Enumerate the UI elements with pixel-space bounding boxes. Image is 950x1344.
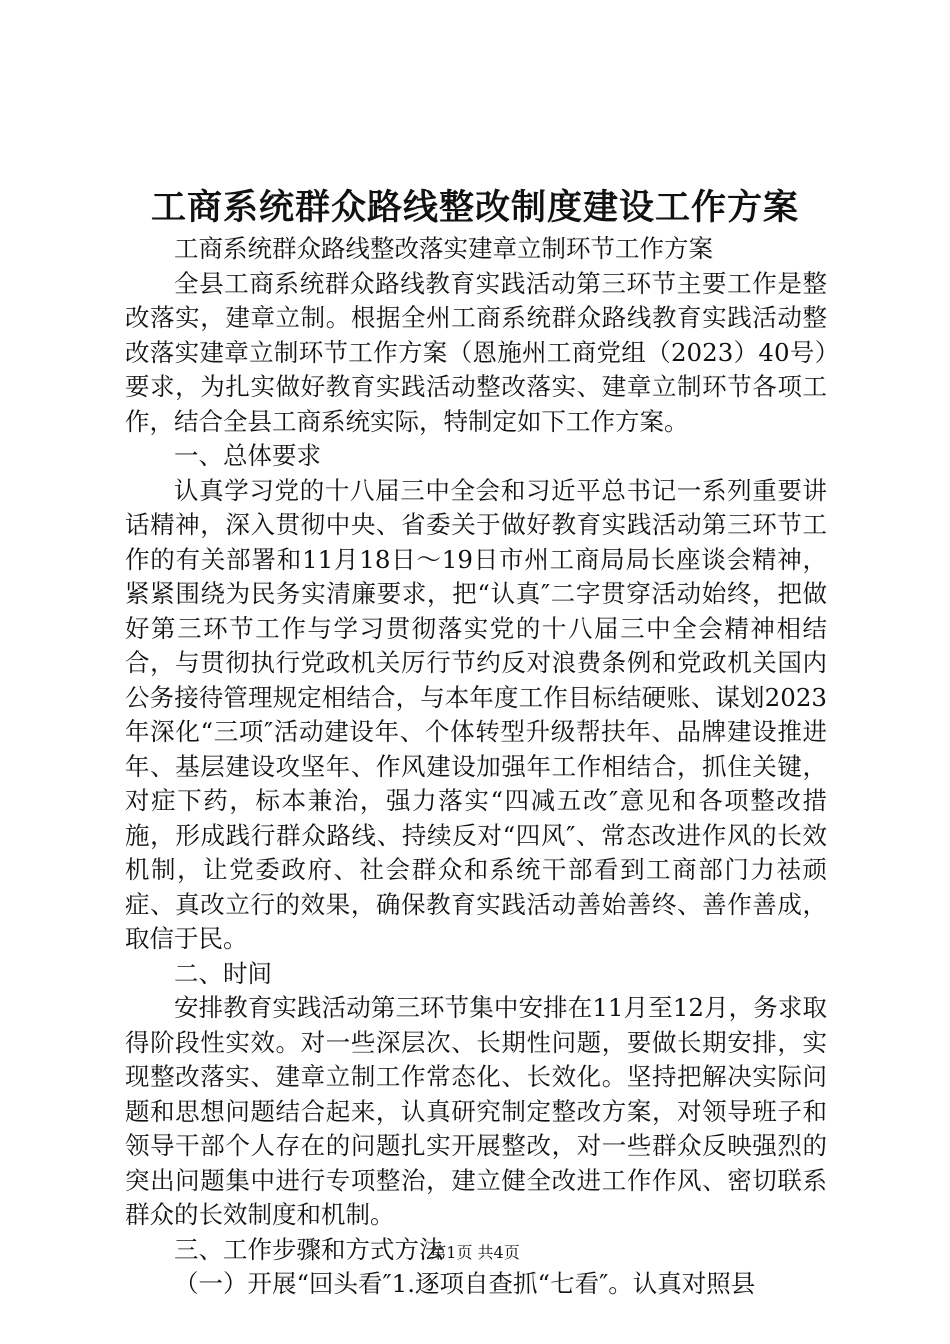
paragraph-steps-first: （一）开展“回头看″1.逐项自查抓“七看″。认真对照县 bbox=[174, 1269, 756, 1298]
document-title: 工商系统群众路线整改制度建设工作方案 bbox=[150, 187, 799, 228]
section-heading-time: 二、时间 bbox=[174, 958, 272, 988]
paragraph-time: 安排教育实践活动第三环节集中安排在11月至12月，务求取得阶段性实效。对一些深层次、长期性问题，要做长期安排，实现整改落实、建章立制工作常态化、长效化。坚持把解决实际问题和思想问题结合起来，认真研究制定整改方案，对领导班子和领导干部个人存在的问题扎实开展整改，对一些群众反映强烈的突出问题集中进行专项整治，建立健全改进工作作风、密切联系群众的长效制度和机制。 bbox=[125, 993, 827, 1229]
document-body bbox=[125, 232, 827, 1302]
page-number-footer: 第1页 共4页 bbox=[430, 1243, 520, 1262]
paragraph-subtitle: 工商系统群众路线整改落实建章立制环节工作方案 bbox=[174, 234, 713, 263]
section-heading-steps: 三、工作步骤和方式方法 bbox=[174, 1234, 444, 1264]
section-heading-general-requirements: 一、总体要求 bbox=[174, 441, 321, 470]
paragraph-general-requirements: 认真学习党的十八届三中全会和习近平总书记一系列重要讲话精神，深入贯彻中央、省委关于做好教育实践活动第三环节工作的有关部署和11月18日～19日市州工商局局长座谈会精神，紧紧围绕为民务实清廉要求，把“认真″二字贯穿活动始终，把做好第三环节工作与学习贯彻落实党的十八届三中全会精神相结合，与贯彻执行党政机关厉行节约反对浪费条例和党政机关国内公务接待管理规定相结合，与本年度工作目标结硬账、谋划2023年深化“三项″活动建设年、个体转型升级帮扶年、品牌建设推进年、基层建设攻坚年、作风建设加强年工作相结合，抓住关键，对症下药，标本兼治，强力落实“四减五改″意见和各项整改措施，形成践行群众路线、持续反对“四风″、常态改进作风的长效机制，让党委政府、社会群众和系统干部看到工商部门力祛顽症、真改立行的效果，确保教育实践活动善始善终、善作善成，取信于民。 bbox=[125, 475, 827, 953]
paragraph-intro: 全县工商系统群众路线教育实践活动第三环节主要工作是整改落实，建章立制。根据全州工商系统群众路线教育实践活动整改落实建章立制环节工作方案（恩施州工商党组（2023）40号）要求，为扎实做好教育实践活动整改落实、建章立制环节各项工作，结合全县工商系统实际，特制定如下工作方案。 bbox=[125, 268, 827, 436]
